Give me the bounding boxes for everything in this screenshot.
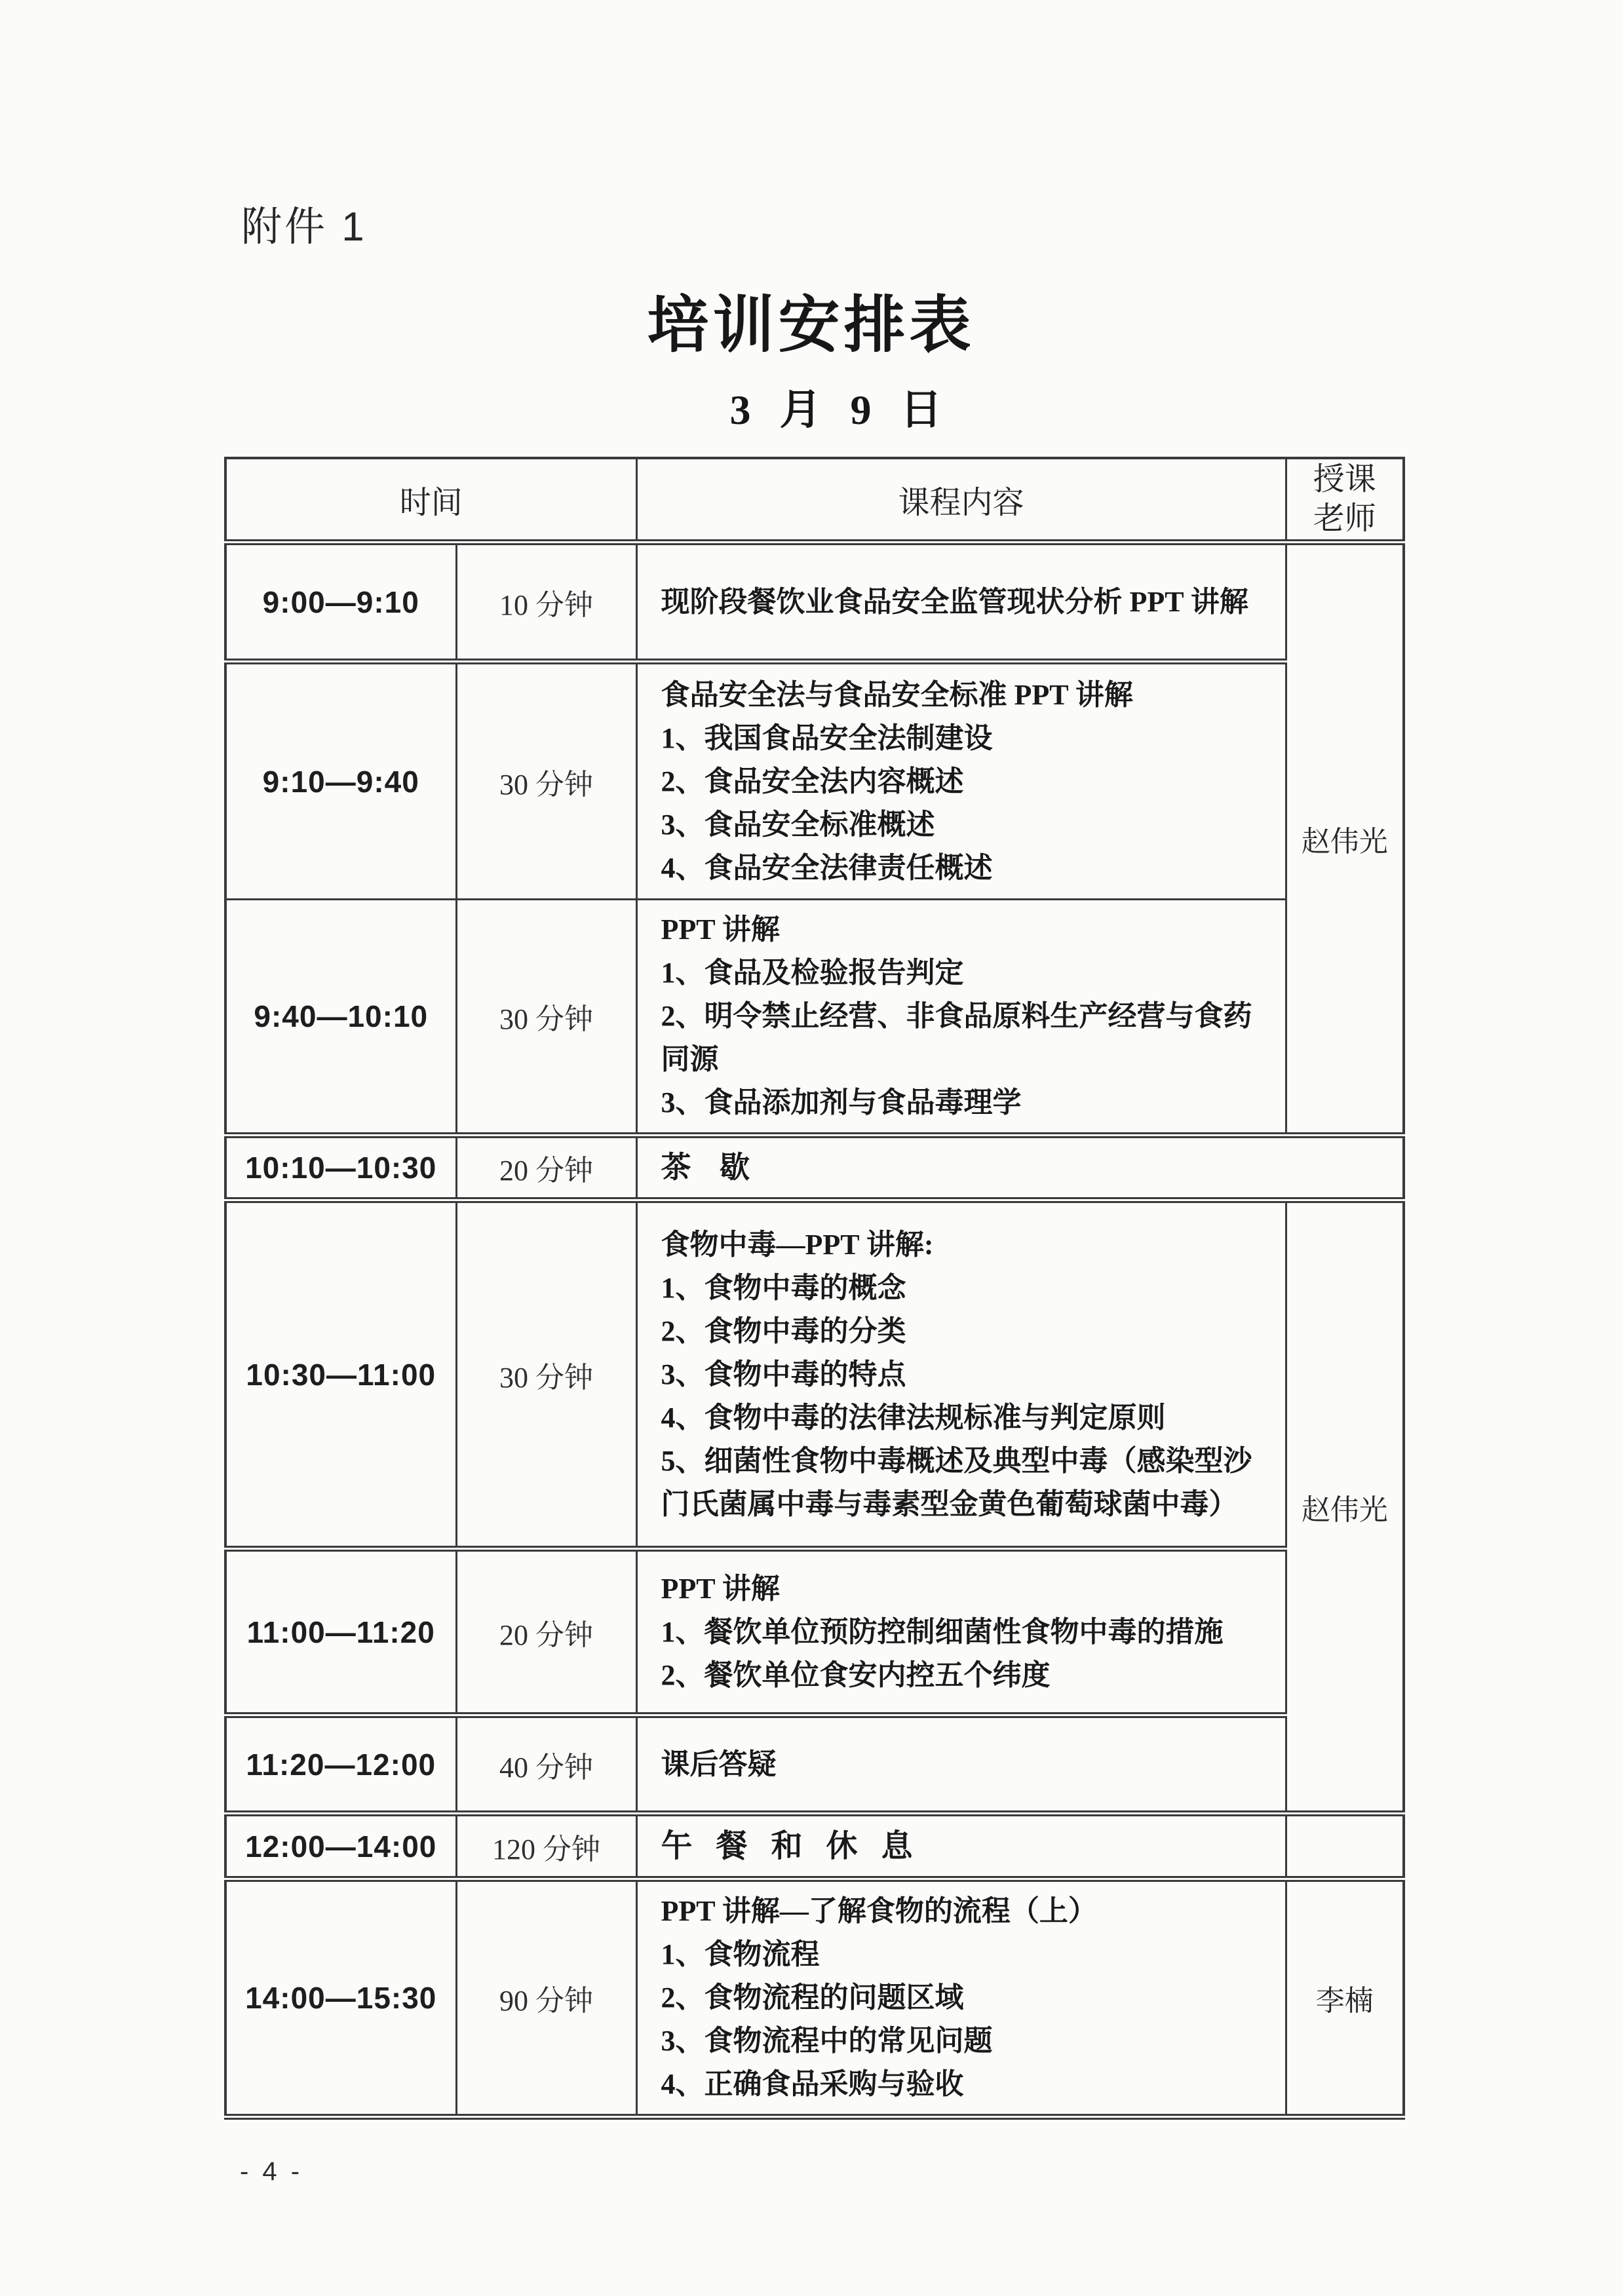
time-cell: 9:10—9:40 — [225, 662, 456, 900]
duration-cell: 30 分钟 — [456, 662, 636, 900]
table-row — [225, 1200, 1404, 1549]
content-line: 1、我国食品安全法制建设 — [661, 721, 993, 754]
content-line: 2、餐饮单位食安内控五个纬度 — [661, 1658, 1051, 1691]
content-line: 2、食物流程的问题区域 — [661, 1981, 964, 2014]
content-line: 食品安全法与食品安全标准 PPT 讲解 — [661, 678, 1133, 711]
content-line: 4、食品安全法律责任概述 — [661, 851, 993, 884]
duration-cell: 10 分钟 — [456, 543, 636, 662]
content-line: 3、食品添加剂与食品毒理学 — [661, 1086, 1022, 1119]
teacher-cell — [1286, 1814, 1404, 1879]
header-time: 时间 — [225, 458, 636, 543]
header-content: 课程内容 — [636, 458, 1286, 543]
content-line: 3、食物中毒的特点 — [661, 1358, 906, 1390]
time-cell: 9:00—9:10 — [225, 543, 456, 662]
content-line: PPT 讲解—了解食物的流程（上） — [661, 1895, 1097, 1927]
content-cell — [636, 1814, 1286, 1879]
teacher-cell: 赵伟光 — [1286, 543, 1404, 1136]
time-cell: 9:40—10:10 — [225, 900, 456, 1136]
content-line: 课后答疑 — [661, 1748, 777, 1780]
table-row — [225, 1879, 1404, 2117]
duration-cell: 120 分钟 — [456, 1814, 636, 1879]
schedule-table — [224, 457, 1405, 2120]
duration-cell: 90 分钟 — [456, 1879, 636, 2117]
table-row — [225, 900, 1404, 1136]
duration-cell: 20 分钟 — [456, 1136, 636, 1200]
table-row — [225, 662, 1404, 900]
page-title: 培训安排表 — [647, 290, 975, 359]
content-line: 4、正确食品采购与验收 — [661, 2068, 964, 2100]
content-cell — [636, 1549, 1286, 1715]
content-cell — [636, 1136, 1404, 1200]
content-line: 2、食品安全法内容概述 — [661, 765, 964, 797]
content-line: 午 餐 和 休 息 — [661, 1828, 921, 1864]
table-row — [225, 1715, 1404, 1814]
content-line: 现阶段餐饮业食品安全监管现状分析 PPT 讲解 — [661, 585, 1248, 618]
table-row — [225, 543, 1404, 662]
content-line: 3、食物流程中的常见问题 — [661, 2025, 993, 2057]
header-teacher-line1: 授课 — [1313, 462, 1376, 497]
time-cell: 10:10—10:30 — [225, 1136, 456, 1200]
content-line: 2、明令禁止经营、非食品原料生产经营与食药同源 — [661, 1000, 1252, 1075]
table-row — [225, 1549, 1404, 1715]
content-line: 1、餐饮单位预防控制细菌性食物中毒的措施 — [661, 1615, 1224, 1648]
teacher-cell: 李楠 — [1286, 1879, 1404, 2117]
content-line: 茶 歇 — [661, 1151, 761, 1184]
content-line: PPT 讲解 — [661, 1572, 780, 1605]
content-line: 食物中毒—PPT 讲解: — [661, 1228, 934, 1261]
content-line: 1、食物中毒的概念 — [661, 1271, 906, 1304]
duration-cell: 40 分钟 — [456, 1715, 636, 1814]
content-line: PPT 讲解 — [661, 913, 780, 946]
content-line: 3、食品安全标准概述 — [661, 808, 935, 841]
time-cell: 11:00—11:20 — [225, 1549, 456, 1715]
time-cell: 14:00—15:30 — [225, 1879, 456, 2117]
header-row — [225, 458, 1404, 543]
content-cell — [636, 543, 1286, 662]
time-cell: 11:20—12:00 — [225, 1715, 456, 1814]
table-row — [225, 1814, 1404, 1879]
content-cell — [636, 1879, 1286, 2117]
content-line: 2、食物中毒的分类 — [661, 1314, 906, 1347]
table-row — [225, 1136, 1404, 1200]
duration-cell: 20 分钟 — [456, 1549, 636, 1715]
content-line: 4、食物中毒的法律法规标准与判定原则 — [661, 1401, 1166, 1434]
content-cell — [636, 662, 1286, 900]
header-teacher-line2: 老师 — [1313, 501, 1376, 536]
duration-cell: 30 分钟 — [456, 900, 636, 1136]
content-line: 1、食物流程 — [661, 1938, 820, 1970]
header-teacher — [1286, 458, 1404, 543]
date-subtitle: 3 月 9 日 — [729, 387, 952, 433]
page-number: - 4 - — [240, 2157, 303, 2186]
content-cell — [636, 900, 1286, 1136]
attachment-label: 附件 1 — [241, 204, 367, 250]
content-line: 5、细菌性食物中毒概述及典型中毒（感染型沙门氏菌属中毒与毒素型金黄色葡萄球菌中毒） — [661, 1444, 1252, 1520]
time-cell: 12:00—14:00 — [225, 1814, 456, 1879]
duration-cell: 30 分钟 — [456, 1200, 636, 1549]
content-cell — [636, 1715, 1286, 1814]
content-cell — [636, 1200, 1286, 1549]
teacher-cell: 赵伟光 — [1286, 1200, 1404, 1814]
content-line: 1、食品及检验报告判定 — [661, 957, 964, 989]
time-cell: 10:30—11:00 — [225, 1200, 456, 1549]
